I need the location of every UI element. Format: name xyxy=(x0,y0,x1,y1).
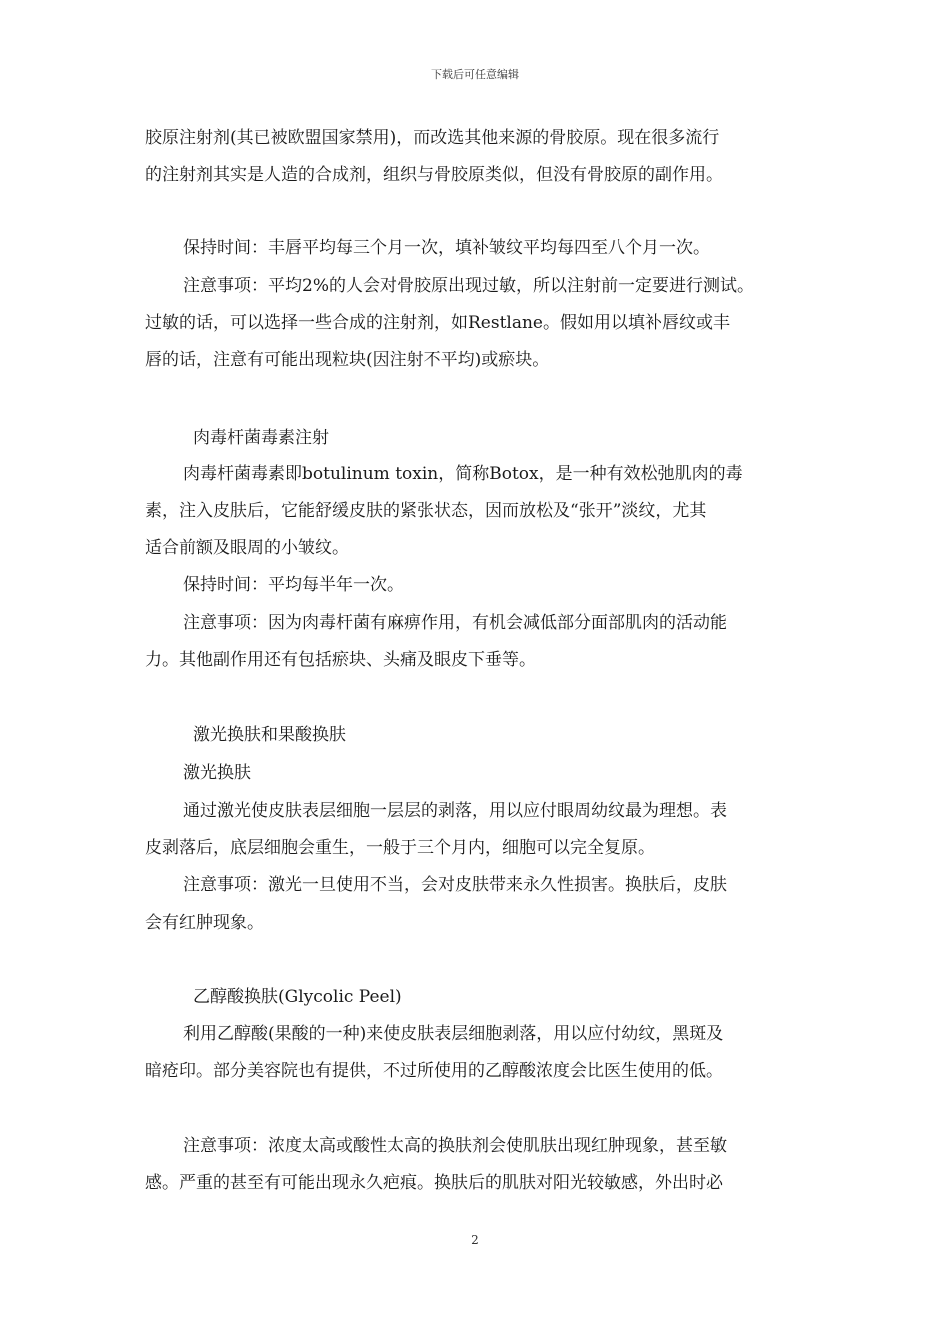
body-line: 皮剥落后，底层细胞会重生，一般于三个月内，细胞可以完全复原。 xyxy=(145,838,655,858)
body-line: 注意事项：平均2%的人会对骨胶原出现过敏，所以注射前一定要进行测试。 xyxy=(183,276,754,296)
body-line: 的注射剂其实是人造的合成剂，组织与骨胶原类似，但没有骨胶原的副作用。 xyxy=(145,165,723,185)
section-heading: 激光换肤和果酸换肤 xyxy=(193,725,346,745)
body-line: 通过激光使皮肤表层细胞一层层的剥落，用以应付眼周幼纹最为理想。表 xyxy=(183,801,727,821)
body-line: 暗疮印。部分美容院也有提供，不过所使用的乙醇酸浓度会比医生使用的低。 xyxy=(145,1061,723,1081)
body-line: 过敏的话，可以选择一些合成的注射剂，如Restlane。假如用以填补唇纹或丰 xyxy=(145,313,730,333)
body-line: 注意事项：因为肉毒杆菌有麻痹作用，有机会减低部分面部肌肉的活动能 xyxy=(183,613,727,633)
body-line: 肉毒杆菌毒素即botulinum toxin，简称Botox，是一种有效松弛肌肉的毒 xyxy=(183,464,743,484)
body-line: 感。严重的甚至有可能出现永久疤痕。换肤后的肌肤对阳光较敏感，外出时必 xyxy=(145,1173,723,1193)
body-line: 利用乙醇酸(果酸的一种)来使皮肤表层细胞剥落，用以应付幼纹，黑斑及 xyxy=(183,1024,724,1044)
section-heading: 肉毒杆菌毒素注射 xyxy=(193,428,329,448)
body-line: 会有红肿现象。 xyxy=(145,913,264,933)
body-line: 注意事项：激光一旦使用不当，会对皮肤带来永久性损害。换肤后，皮肤 xyxy=(183,875,727,895)
body-line: 保持时间：平均每半年一次。 xyxy=(183,575,404,595)
page-number: 2 xyxy=(471,1233,479,1247)
body-line: 唇的话，注意有可能出现粒块(因注射不平均)或瘀块。 xyxy=(145,350,550,370)
body-line: 素，注入皮肤后，它能舒缓皮肤的紧张状态，因而放松及“张开”淡纹，尤其 xyxy=(145,501,707,521)
body-line: 胶原注射剂(其已被欧盟国家禁用)，而改选其他来源的骨胶原。现在很多流行 xyxy=(145,128,720,148)
body-line: 保持时间：丰唇平均每三个月一次，填补皱纹平均每四至八个月一次。 xyxy=(183,238,710,258)
body-line: 注意事项：浓度太高或酸性太高的换肤剂会使肌肤出现红肿现象，甚至敏 xyxy=(183,1136,727,1156)
page-header: 下载后可任意编辑 xyxy=(431,68,519,81)
subsection-heading: 激光换肤 xyxy=(183,763,251,783)
body-line: 力。其他副作用还有包括瘀块、头痛及眼皮下垂等。 xyxy=(145,650,536,670)
section-heading: 乙醇酸换肤(Glycolic Peel) xyxy=(193,987,402,1007)
body-line: 适合前额及眼周的小皱纹。 xyxy=(145,538,349,558)
